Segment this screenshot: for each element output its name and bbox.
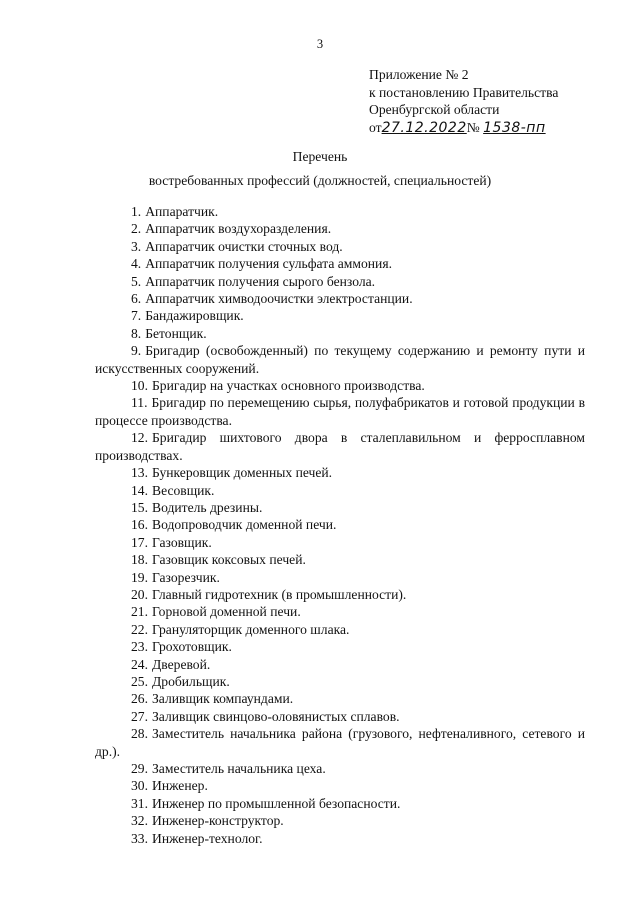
list-item-text: Водопроводчик доменной печи. <box>152 517 337 533</box>
list-item-number: 25. <box>131 673 148 689</box>
appendix-line-3: Оренбургской области <box>369 102 500 118</box>
list-item-text: Аппаратчик. <box>145 204 219 219</box>
list-item-text: Инженер. <box>152 778 208 794</box>
list-item-number: 24. <box>131 656 148 672</box>
list-item-text: Заливщик свинцово-оловянистых сплавов. <box>152 708 400 724</box>
appendix-line-1: Приложение № 2 <box>369 67 469 82</box>
appendix-header <box>369 66 619 137</box>
list-item-text: Аппаратчик очистки сточных вод. <box>145 238 343 254</box>
list-item <box>95 551 585 568</box>
list-item-text: Водитель дрезины. <box>152 499 263 515</box>
list-item <box>95 290 585 307</box>
list-item <box>95 569 585 586</box>
list-item-number: 2. <box>131 221 142 237</box>
list-item <box>95 342 585 377</box>
list-item-text: Инженер-технолог. <box>152 830 263 846</box>
list-item <box>95 656 585 673</box>
list-item-number: 33. <box>131 830 148 846</box>
date-prefix: от <box>369 119 382 135</box>
list-item <box>95 673 585 690</box>
list-item <box>95 482 585 499</box>
list-item <box>95 603 585 620</box>
list-item-number: 7. <box>131 308 142 324</box>
appendix-date-line <box>369 119 619 138</box>
list-item <box>95 238 585 255</box>
page-number: 3 <box>316 37 324 51</box>
list-item <box>95 394 585 429</box>
list-item <box>95 307 585 324</box>
list-item-number: 4. <box>131 256 142 272</box>
list-item <box>95 777 585 794</box>
list-item-number: 3. <box>131 238 142 254</box>
list-item-number: 16. <box>131 517 148 533</box>
professions-list <box>95 203 585 847</box>
list-item-number: 1. <box>131 204 142 219</box>
document-subtitle: востребованных профессий (должностей, специальностей) <box>148 173 492 188</box>
list-item-text: Дробильщик. <box>152 673 230 689</box>
list-item-number: 10. <box>131 378 148 394</box>
list-item <box>95 377 585 394</box>
list-item <box>95 725 585 760</box>
list-item <box>95 830 585 847</box>
list-item-text: Аппаратчик получения сульфата аммония. <box>145 256 392 272</box>
list-item-text: Бригадир на участках основного производства. <box>152 378 425 394</box>
list-item <box>95 203 585 220</box>
list-item-number: 28. <box>131 726 148 742</box>
list-item-text: Бригадир (освобожденный) по текущему содержанию и ремонту пути и искусственных сооружений. <box>95 343 585 376</box>
list-item-text: Грануляторщик доменного шлака. <box>152 621 350 637</box>
list-item-number: 5. <box>131 273 142 289</box>
list-item-text: Газовщик коксовых печей. <box>152 552 306 568</box>
list-item-text: Заместитель начальника цеха. <box>152 761 326 776</box>
list-item-text: Бригадир шихтового двора в сталеплавильном и ферросплавном производствах. <box>95 430 585 463</box>
list-item <box>95 621 585 638</box>
list-item <box>95 464 585 481</box>
list-item <box>95 795 585 812</box>
list-item-number: 26. <box>131 691 148 707</box>
list-item-text: Дверевой. <box>152 656 211 672</box>
list-item-text: Газовщик. <box>152 534 212 550</box>
list-item-text: Аппаратчик воздухоразделения. <box>145 221 332 237</box>
list-item-number: 13. <box>131 465 148 481</box>
list-item-text: Горновой доменной печи. <box>152 604 301 620</box>
list-item-text: Бункеровщик доменных печей. <box>152 465 333 481</box>
list-item-text: Газорезчик. <box>152 569 220 585</box>
list-item-text: Заместитель начальника района (грузового, нефтеналивного, сетевого и др.). <box>95 726 585 759</box>
list-item-number: 6. <box>131 291 142 307</box>
list-item-number: 15. <box>131 499 148 515</box>
list-item <box>95 812 585 829</box>
document-title: Перечень <box>292 149 348 164</box>
list-item-number: 11. <box>131 395 148 411</box>
list-item-text: Бандажировщик. <box>145 308 244 324</box>
list-item <box>95 220 585 237</box>
list-item-number: 22. <box>131 621 148 637</box>
list-item-number: 14. <box>131 482 148 498</box>
list-item-text: Бетонщик. <box>145 325 207 341</box>
list-item <box>95 690 585 707</box>
list-item-text: Инженер-конструктор. <box>152 813 284 829</box>
list-item <box>95 429 585 464</box>
list-item-number: 30. <box>131 778 148 794</box>
list-item <box>95 760 585 777</box>
list-item-number: 9. <box>131 343 142 359</box>
list-item-text: Заливщик компаундами. <box>152 691 294 707</box>
list-item-text: Весовщик. <box>152 482 215 498</box>
list-item-text: Грохотовщик. <box>152 639 232 655</box>
list-item <box>95 325 585 342</box>
list-item-text: Бригадир по перемещению сырья, полуфабрикатов и готовой продукции в процессе производства. <box>95 395 585 428</box>
list-item-number: 23. <box>131 639 148 655</box>
list-item-number: 8. <box>131 325 142 341</box>
list-item <box>95 273 585 290</box>
handwritten-number: 1538-пп <box>483 119 546 136</box>
list-item <box>95 708 585 725</box>
list-item-number: 20. <box>131 586 148 602</box>
list-item <box>95 534 585 551</box>
list-item-number: 29. <box>131 761 148 776</box>
list-item-number: 18. <box>131 552 148 568</box>
list-item-number: 32. <box>131 813 148 829</box>
list-item-number: 21. <box>131 604 148 620</box>
list-item <box>95 638 585 655</box>
list-item-text: Главный гидротехник (в промышленности). <box>152 586 407 602</box>
list-item <box>95 586 585 603</box>
list-item-number: 31. <box>131 795 148 811</box>
list-item-text: Инженер по промышленной безопасности. <box>152 795 401 811</box>
list-item <box>95 516 585 533</box>
number-prefix: № <box>466 119 480 135</box>
list-item-number: 17. <box>131 534 148 550</box>
handwritten-date: 27.12.2022 <box>381 119 467 136</box>
list-item <box>95 499 585 516</box>
appendix-line-2: к постановлению Правительства <box>369 84 559 100</box>
list-item-number: 12. <box>131 430 148 446</box>
list-item-number: 19. <box>131 569 148 585</box>
list-item <box>95 255 585 272</box>
list-item-text: Аппаратчик химводоочистки электростанции. <box>145 291 413 307</box>
list-item-text: Аппаратчик получения сырого бензола. <box>145 273 376 289</box>
list-item-number: 27. <box>131 708 148 724</box>
